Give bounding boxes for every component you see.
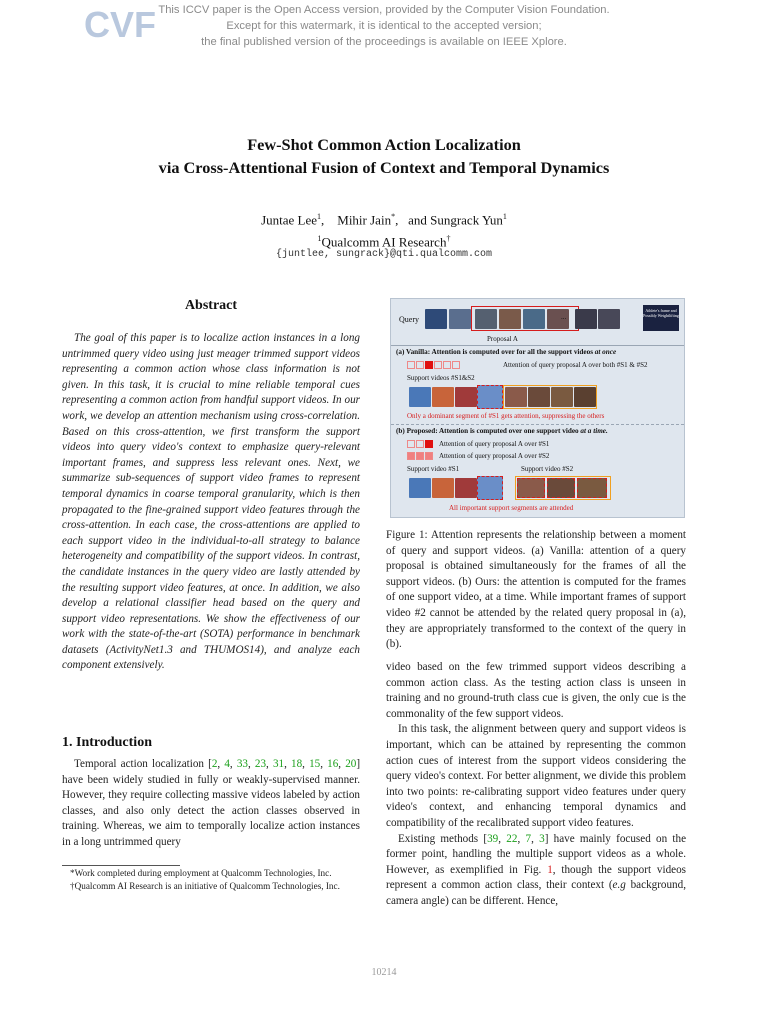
title-line-1: Few-Shot Common Action Localization xyxy=(247,135,521,154)
query-frame-thumb xyxy=(575,309,597,329)
figure-b-heading xyxy=(396,427,684,435)
intro-text-2: ] have been widely studied in fully or weakly-supervised manner. However, they require collecting massive videos labeled by action classes, and also only detect the action classes observed in training. Whereas, we aim to temporally localize action instances in a long untrimmed query xyxy=(62,758,361,848)
author-email: {juntlee, sungrack}@qti.qualcomm.com xyxy=(275,249,493,260)
support-frame-thumb xyxy=(432,478,454,498)
author-line: Juntae Lee$^1$, Mihir Jain*, and Sungrack Yun$^1$ xyxy=(261,212,507,228)
figure-b-heading-em: at a time. xyxy=(580,427,608,435)
query-frame-thumb xyxy=(598,309,620,329)
citation-link[interactable]: 16 xyxy=(327,758,339,770)
support-s2-box xyxy=(503,385,597,409)
author-1-sup: 1 xyxy=(317,212,322,221)
abstract-text: The goal of this paper is to localize action instances in a long untrimmed query video using just meager trimmed support videos representing a common action whose class information is not given. In this task, it is crucial to mine reliable temporal cues representing a common action from handful support videos. In our work, we develop an attention mechanism using cross-correlation. Based on this cross-attention, we first transform the support videos into query video's context to emphasize query-relevant important frames, and suppress less relevant ones. Next, we summarize sub-sequences of support video frames to represent temporal dynamics in coarse temporal granularity, which is then propagated to the fine-grained support video features through the cross-attention. In each case, the cross-attentions are applied to each support video in the individual-to-all strategy to balance heterogeneity and compatibility of the support videos. In contrast, the candidate instances in the query video are lastly attended by the resulting support video features, at once. In addition, we also develop a relational classifier head based on the query and support video representations. We show the effectiveness of our work with the state-of-the-art (SOTA) performance in benchmark datasets (ActivityNet1.3 and THUMOS14), and analyze each component extensively. xyxy=(62,332,360,672)
attention-square xyxy=(407,440,415,448)
support-frames-b xyxy=(409,476,639,500)
attended-segment-box xyxy=(517,478,545,498)
figure-b-note-2: Attention of query proposal A over #S2 xyxy=(439,452,550,460)
attention-square xyxy=(416,361,424,369)
citation-link[interactable]: 39 xyxy=(487,832,499,845)
figure-b-note-1: Attention of query proposal A over #S1 xyxy=(439,440,550,448)
attention-square-strong xyxy=(425,440,433,448)
affiliation-mark: † xyxy=(446,234,451,244)
author-1: Juntae Lee xyxy=(261,212,318,228)
citation-link[interactable]: 33 xyxy=(236,758,248,770)
right-column-body xyxy=(386,660,686,910)
figure-divider xyxy=(391,424,684,425)
query-frame-thumb xyxy=(499,309,521,329)
attended-segment-box xyxy=(547,478,575,498)
attention-square-strong xyxy=(425,361,433,369)
query-frame-thumb xyxy=(523,309,545,329)
support-frame-thumb xyxy=(409,478,431,498)
support-frame-thumb xyxy=(455,387,477,407)
affiliation-name: Qualcomm AI Research xyxy=(321,234,447,250)
citation-link[interactable]: 31 xyxy=(272,758,285,770)
watermark-line-2: Except for this watermark, it is identical to the accepted version; xyxy=(226,20,542,32)
paragraph: video based on the few trimmed support videos describing a common action class. As the testing action class is unseen in training and no ground-truth class cue is given, the only cue is the commonality of the few support videos. xyxy=(386,661,686,720)
cvf-logo-text: CVF xyxy=(84,4,156,45)
support-frame-thumb xyxy=(432,387,454,407)
open-access-watermark xyxy=(150,2,618,50)
footnote-1: *Work completed during employment at Qualcomm Technologies, Inc. xyxy=(70,868,332,878)
attention-square xyxy=(434,361,442,369)
footnotes xyxy=(62,867,360,894)
figure-a-support-label: Support videos #S1&S2 xyxy=(407,374,475,382)
citation-link[interactable]: 20 xyxy=(345,758,357,770)
attended-segment-box xyxy=(477,476,503,500)
watermark-line-3: the final published version of the proceedings is available on IEEE Xplore. xyxy=(201,36,567,48)
intro-heading: 1. Introduction xyxy=(62,735,152,750)
author-block xyxy=(40,207,728,252)
citation-link[interactable]: 23 xyxy=(254,758,267,770)
paragraph: In this task, the alignment between query and support videos is important, which can be attained by representing the common action cues of interest from the support videos considering the query video's context. For better alignment, we divide this problem into two points: re-calibrating support video features under query video's context, and enhancing temporal dynamics and compatibility of the recalibrated support video features. xyxy=(386,723,686,829)
attention-square xyxy=(443,361,451,369)
query-end-label: Athlete's frame and Possibly Weightlifting xyxy=(643,305,679,331)
attention-squares-a xyxy=(407,361,467,371)
figure-a-note: Attention of query proposal A over both #S1 & #S2 xyxy=(503,361,648,369)
figure-a-heading xyxy=(396,348,684,356)
author-3-sup: 1 xyxy=(502,212,507,221)
footnote-2: †Qualcomm AI Research is an initiative of Qualcomm Technologies, Inc. xyxy=(70,881,340,892)
figure-divider xyxy=(391,345,684,346)
attention-square xyxy=(452,361,460,369)
paragraph-text: background, camera angle) can be different. Hence, xyxy=(386,879,686,907)
author-2-sup: * xyxy=(391,212,396,221)
intro-text-1: Temporal action localization [ xyxy=(74,758,212,770)
paragraph-text: Existing methods [ xyxy=(398,832,488,845)
attention-square xyxy=(425,452,433,460)
affiliation-sup: 1 xyxy=(317,234,322,244)
figure-a-result: Only a dominant segment of #S1 gets attention, suppressing the others xyxy=(407,412,605,420)
citation-link[interactable]: 4 xyxy=(224,758,230,770)
query-frame-thumb xyxy=(449,309,471,329)
page-number: 10214 xyxy=(371,967,397,978)
figure-b-support-1: Support video #S1 xyxy=(407,465,460,473)
figure-1 xyxy=(390,298,685,518)
attention-square xyxy=(407,361,415,369)
figure-b-result: All important support segments are attended xyxy=(449,504,574,512)
figure-b-heading-text: (b) Proposed: Attention is computed over one support video xyxy=(396,427,579,435)
cvf-logo xyxy=(84,4,156,45)
attention-square xyxy=(407,452,415,460)
citation-link[interactable]: 2 xyxy=(211,758,218,770)
footnote-rule xyxy=(62,865,180,866)
paragraph-text: ] have mainly focused on the former point, handling the multiple support videos as a whole. However, as exemplified in Fig. xyxy=(386,832,687,876)
figure-query-label: Query xyxy=(399,315,419,324)
paper-title xyxy=(40,133,728,179)
citation-link[interactable]: 7 xyxy=(525,832,532,845)
query-frame-thumb xyxy=(425,309,447,329)
citation-link[interactable]: 18 xyxy=(291,758,303,770)
figure-1-caption: Figure 1: Attention represents the relationship between a moment of query and support videos. (a) Vanilla: attention of a query proposal is obtained simultaneously for the frames of all the support videos. (b) Ours: the attention is computed for the frames of one support video, at a time. While important frames of support video #2 cannot be attended by the related query proposal in (a), they are appropriately transformed to the context of the query in (b). xyxy=(386,529,686,651)
figure-a-heading-em: at once xyxy=(594,348,617,356)
author-2: Mihir Jain xyxy=(337,212,392,228)
query-frame-thumb xyxy=(475,309,497,329)
figure-a-heading-text: (a) Vanilla: Attention is computed over for all the support videos xyxy=(396,348,593,356)
paragraph-emphasis: e.g xyxy=(612,879,626,892)
support-frames-a xyxy=(409,385,619,409)
intro-paragraph: Temporal action localization [2, 4, 33, 23, 31, 18, 15, 16, 20] have been widely studied in fully or weakly-supervised manner. However, they require collecting massive videos labeled by action classes, and also only detect the action classes observed in training. Whereas, we aim to temporally localize action instances in a long untrimmed query xyxy=(62,758,361,848)
citation-link[interactable]: 15 xyxy=(309,758,321,770)
dominant-segment-box xyxy=(477,385,503,409)
attended-segment-box xyxy=(577,478,607,498)
paragraph-text: , though the support videos represent a common action class, their context ( xyxy=(386,863,686,892)
support-frame-thumb xyxy=(409,387,431,407)
figure-b-support-2: Support video #S2 xyxy=(521,465,574,473)
proposal-a-label: Proposal A xyxy=(487,335,518,343)
citation-link[interactable]: 22 xyxy=(506,832,518,845)
query-end-frames xyxy=(575,309,643,329)
paragraph: Existing methods [39, 22, 7, 3] have mainly focused on the former point, handling the multiple support videos as a whole. However, as exemplified in Fig. 1, though the support videos represent a common action class, their context (e.g background, camera angle) can be different. Hence, xyxy=(386,832,687,907)
title-line-2: via Cross-Attentional Fusion of Context and Temporal Dynamics xyxy=(158,158,610,177)
abstract-heading: Abstract xyxy=(184,298,238,313)
figure-ellipsis: ... xyxy=(561,313,567,321)
watermark-line-1: This ICCV paper is the Open Access version, provided by the Computer Vision Foundation. xyxy=(158,4,610,16)
author-3: and Sungrack Yun xyxy=(408,212,503,228)
figure-ref-link[interactable]: 1 xyxy=(547,863,553,876)
support-frame-thumb xyxy=(455,478,477,498)
attention-square xyxy=(416,440,424,448)
attention-square xyxy=(416,452,424,460)
citation-link[interactable]: 3 xyxy=(539,832,545,845)
